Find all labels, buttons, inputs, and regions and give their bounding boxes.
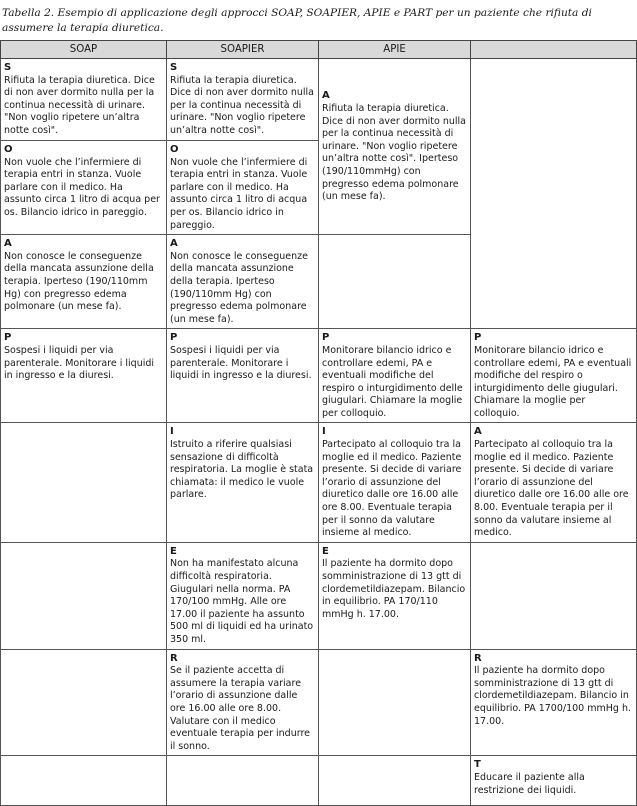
table-row <box>1 59 637 141</box>
table-row <box>1 329 637 423</box>
table-cell <box>319 235 471 329</box>
cell-text: Non ha manifestato alcuna difficoltà respiratoria. Giugulari nella norma. PA 170/100 mmHg. Alle ore 17.00 il paziente ha assunto 500 ml di liquidi ed ha urinato 350 ml. <box>170 558 314 645</box>
cell-text: Se il paziente accetta di assumere la terapia variare l’orario di assunzione dalle ore 16.00 alle ore 8.00. Valutare con il medico eventuale terapia per indurre il sonno. <box>170 665 311 752</box>
table-cell <box>1 542 167 649</box>
cell-text: Rifiuta la terapia diuretica. Dice di non aver dormito nulla per la continua necessità di urinare. "Non voglio ripetere un’altra notte così". <box>170 74 314 136</box>
table-cell <box>319 329 471 423</box>
table-row <box>1 649 637 756</box>
table-cell <box>319 59 471 235</box>
cell-letter: I <box>170 426 174 438</box>
table-cell <box>167 542 319 649</box>
table-cell <box>167 141 319 235</box>
cell-letter: O <box>170 144 179 155</box>
cell-text: Partecipato al colloquio tra la moglie ed il medico. Paziente presente. Si decide di variare l’orario di assunzione del diuretico dalle ore 16.00 alle ore 8.00. Eventuale terapia per il sonno da valutare insieme al medico. <box>322 439 462 539</box>
cell-letter: A <box>322 90 330 102</box>
cell-text: Rifiuta la terapia diuretica. Dice di non aver dormito nulla per la continua necessità di urinare. "Non voglio ripetere un’altra notte così". <box>4 74 155 136</box>
table-cell <box>167 235 319 329</box>
cell-text: Non conosce le conseguenze della mancata assunzione della terapia. Iperteso (190/110mm Hg) con pregresso edema polmonare (un mese fa). <box>4 250 154 313</box>
table-cell <box>471 649 637 756</box>
table-cell <box>319 542 471 649</box>
header-soap: SOAP <box>1 41 167 59</box>
cell-letter: R <box>474 652 482 664</box>
comparison-table <box>0 40 637 806</box>
table-cell <box>471 59 637 329</box>
table-cell <box>319 423 471 542</box>
table-cell <box>1 59 167 141</box>
table-cell <box>167 649 319 756</box>
table-cell <box>167 329 319 423</box>
table-cell <box>1 329 167 423</box>
cell-text: Il paziente ha dormito dopo somministrazione di 13 gtt di clordemetildiazepam. Bilancio in equilibrio. PA 1700/100 mmHg h. 17.00. <box>474 665 631 727</box>
cell-letter: P <box>474 332 482 344</box>
table-cell <box>471 756 637 806</box>
cell-text: Non conosce le conseguenze della mancata assunzione della terapia. Iperteso (190/110mm Hg) con pregresso edema polmonare (un mese fa). <box>170 250 308 325</box>
cell-letter: R <box>170 652 178 664</box>
table-caption: Tabella 2. Esempio di applicazione degli approcci SOAP, SOAPIER, APIE e PART per un paziente che rifiuta di assumere la terapia diuretica. <box>2 7 592 34</box>
cell-text: Rifiuta la terapia diuretica. Dice di non aver dormito nulla per la continua necessità di urinare. "Non voglio ripetere un’altra notte così". Iperteso (190/110mmHg) con pregresso edema polmonare (un mese fa). <box>322 103 466 203</box>
header-soapier: SOAPIER <box>167 41 319 59</box>
table-cell <box>167 756 319 806</box>
table-cell <box>1 423 167 542</box>
table-cell <box>471 423 637 542</box>
cell-text: Sospesi i liquidi per via parenterale. Monitorare i liquidi in ingresso e la diuresi. <box>170 344 312 382</box>
cell-text: Il paziente ha dormito dopo somministrazione di 13 gtt di clordemetildiazepam. Bilancio in equilibrio. PA 170/110 mmHg h. 17.00. <box>322 558 466 620</box>
cell-text: Non vuole che l’infermiere di terapia entri in stanza. Vuole parlare con il medico. Ha assunto circa 1 litro di acqua per os. Bilancio idrico in pareggio. <box>170 156 308 231</box>
cell-letter: E <box>170 545 177 557</box>
cell-letter: P <box>4 332 12 344</box>
cell-letter: A <box>4 238 12 250</box>
cell-letter: T <box>474 759 481 771</box>
cell-text: Monitorare bilancio idrico e controllare edemi, PA e eventuali modifiche del respiro o inturgidimento delle giugulari. Chiamare la moglie per colloquio. <box>322 344 463 419</box>
cell-letter: A <box>170 238 178 250</box>
table-cell <box>1 649 167 756</box>
cell-letter: A <box>474 426 482 438</box>
cell-letter: I <box>322 426 326 438</box>
table-row <box>1 542 637 649</box>
table-cell <box>1 141 167 235</box>
cell-letter: S <box>4 62 12 73</box>
table-row <box>1 756 637 806</box>
cell-text: Sospesi i liquidi per via parenterale. Monitorare i liquidi in ingresso e la diuresi. <box>4 344 155 382</box>
cell-text: Istruito a riferire qualsiasi sensazione di difficoltà respiratoria. La moglie è stata chiamata: il medico le vuole parlare. <box>170 439 314 501</box>
table-row <box>1 423 637 542</box>
header-row <box>1 41 637 59</box>
table-cell <box>1 235 167 329</box>
cell-letter: P <box>322 332 330 344</box>
table-cell <box>471 329 637 423</box>
cell-letter: S <box>170 62 178 73</box>
table-cell <box>1 756 167 806</box>
table-cell <box>471 542 637 649</box>
cell-letter: E <box>322 545 329 557</box>
header-apie: APIE <box>319 41 471 59</box>
table-cell <box>319 756 471 806</box>
cell-text: Non vuole che l’infermiere di terapia entri in stanza. Vuole parlare con il medico. Ha assunto circa 1 litro di acqua per os. Bilancio idrico in pareggio. <box>4 156 160 218</box>
cell-text: Partecipato al colloquio tra la moglie ed il medico. Paziente presente. Si decide di variare l’orario di assunzione del diuretico dalle ore 16.00 alle ore 8.00. Eventuale terapia per il sonno da valutare insieme al medico. <box>474 439 629 539</box>
table-cell <box>167 423 319 542</box>
cell-text: Educare il paziente alla restrizione dei liquidi. <box>474 771 585 796</box>
cell-text: Monitorare bilancio idrico e controllare edemi, PA e eventuali modifiche del respiro o inturgidimento delle giugulari. Chiamare la moglie per colloquio. <box>474 344 632 419</box>
table-cell <box>167 59 319 141</box>
cell-letter: O <box>4 144 13 155</box>
header-part <box>471 41 637 59</box>
cell-letter: P <box>170 332 178 344</box>
table-cell <box>319 649 471 756</box>
